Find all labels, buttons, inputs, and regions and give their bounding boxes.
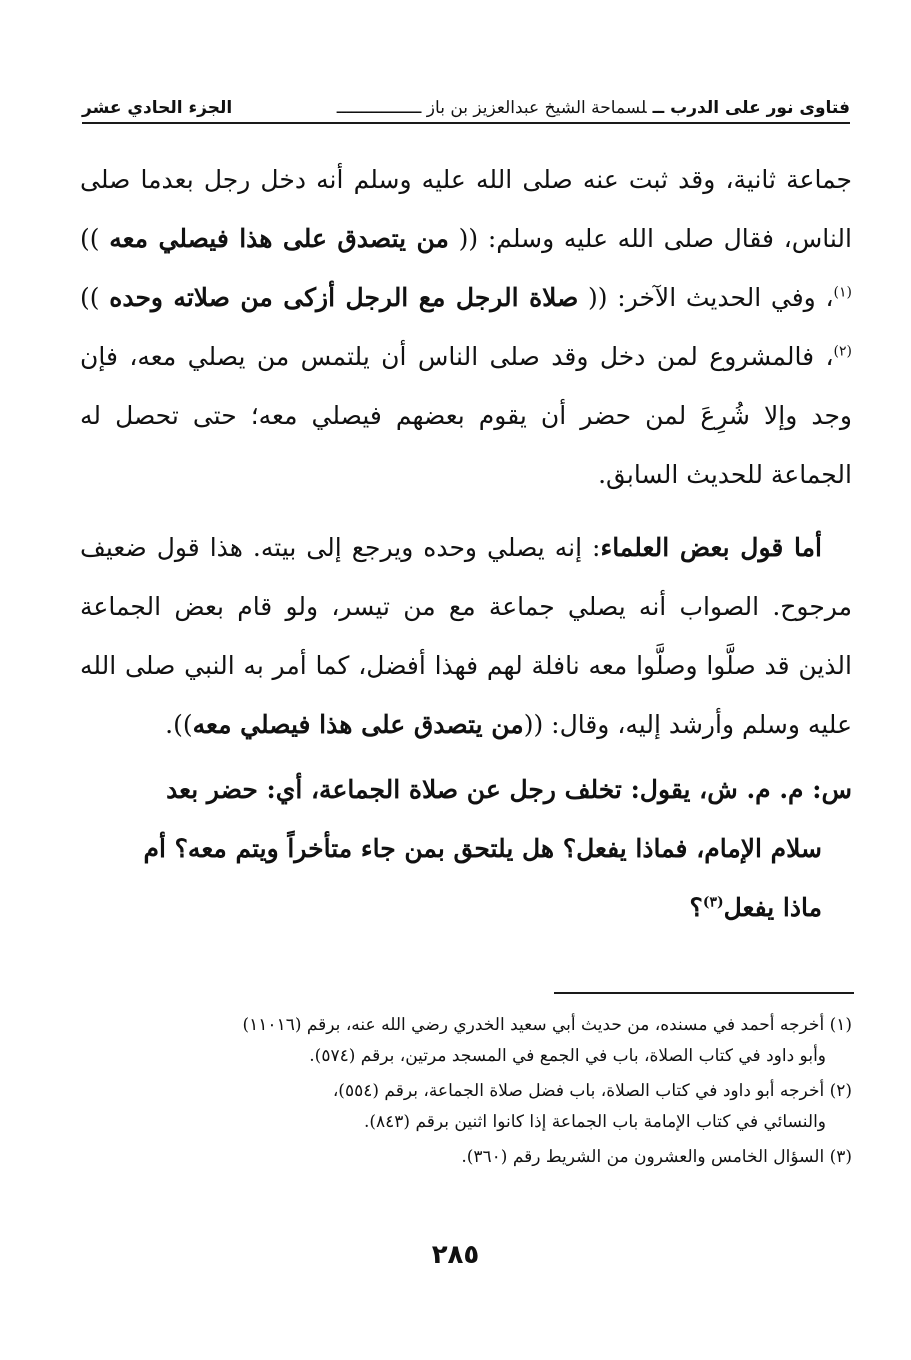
footnote-1 <box>80 1010 852 1072</box>
footnote-2-line-1: (٢) أخرجه أبو داود في كتاب الصلاة، باب فضل صلاة الجماعة، برقم (٥٥٤)، <box>332 1081 852 1101</box>
header-book-author <box>337 98 850 118</box>
p2-hadith: من يتصدق على هذا فيصلي معه <box>192 710 524 739</box>
question-line-1: س: م. م. ش، يقول: تخلف رجل عن صلاة الجماعة، أي: حضر بعد <box>166 775 852 804</box>
p1-text-5: ، فالمشروع لمن دخل وقد صلى الناس أن يلتمس من يصلي معه، فإن وجد وإلا شُرِعَ لمن حضر أن يقوم بعضهم فيصلي معه؛ حتى تحصل له الجماعة للحديث السابق. <box>80 342 852 489</box>
p1-hadith-2: صلاة الرجل مع الرجل أزكى من صلاته وحده <box>109 283 579 312</box>
question-end: ؟ <box>689 893 703 922</box>
footnote-ref-1[interactable]: (١) <box>833 284 852 301</box>
header-book-title: فتاوى نور على الدرب ــ <box>652 98 850 118</box>
footnote-3-line-1: (٣) السؤال الخامس والعشرون من الشريط رقم (٣٦٠). <box>461 1147 852 1167</box>
footnote-1-line-1: (١) أخرجه أحمد في مسنده، من حديث أبي سعيد الخدري رضي الله عنه، برقم (١١٠١٦) <box>242 1015 852 1035</box>
footnote-2 <box>80 1076 852 1138</box>
question-line-3-wrap <box>80 878 852 937</box>
p1-hadith-1: من يتصدق على هذا فيصلي معه <box>109 224 449 253</box>
paragraph-2 <box>80 518 852 754</box>
p1-text-4: )) <box>80 283 110 312</box>
footnote-2-line-2: والنسائي في كتاب الإمامة باب الجماعة إذا كانوا اثنين برقم (٨٤٣). <box>363 1112 826 1132</box>
p2-text-2: )). <box>165 710 193 739</box>
question-line-3: ماذا يفعل <box>723 893 822 922</box>
footnote-ref-2[interactable]: (٢) <box>833 343 852 360</box>
footnote-divider <box>554 992 854 994</box>
footnote-3 <box>80 1142 852 1173</box>
p2-text-1: : إنه يصلي وحده ويرجع إلى بيته. هذا قول ضعيف مرجوح. الصواب أنه يصلي جماعة مع من تيسر، ولو قام بعض الجماعة الذين قد صلَّوا وصلَّوا معه نافلة لهم فهذا أفضل، كما أمر به النبي صلى الله عليه وسلم وأرشد إليه، وقال: (( <box>80 533 852 739</box>
p1-text-3: ، وفي الحديث الآخر: (( <box>578 283 834 312</box>
header-part: الجزء الحادي عشر <box>82 98 233 118</box>
page-number: ٢٨٥ <box>431 1240 480 1270</box>
running-header <box>82 88 850 124</box>
header-author: لسماحة الشيخ عبدالعزيز بن باز ـــــــــــــــــ <box>336 98 647 118</box>
p2-lead: أما قول بعض العلماء <box>600 533 823 562</box>
p1-text-2: )) <box>80 224 110 253</box>
footnotes <box>80 1010 852 1177</box>
main-text <box>80 150 852 937</box>
question-line-2: سلام الإمام، فماذا يفعل؟ هل يلتحق بمن جاء متأخراً ويتم معه؟ أم <box>143 834 822 863</box>
p1-text-1: جماعة ثانية، وقد ثبت عنه صلى الله عليه وسلم أنه دخل رجل بعدما صلى الناس، فقال صلى الله عليه وسلم: (( <box>80 165 852 253</box>
question-block <box>80 760 852 937</box>
footnote-1-line-2: وأبو داود في كتاب الصلاة، باب في الجمع في المسجد مرتين، برقم (٥٧٤). <box>309 1046 826 1066</box>
paragraph-1 <box>80 150 852 504</box>
footnote-ref-3[interactable]: (٣) <box>702 894 724 911</box>
